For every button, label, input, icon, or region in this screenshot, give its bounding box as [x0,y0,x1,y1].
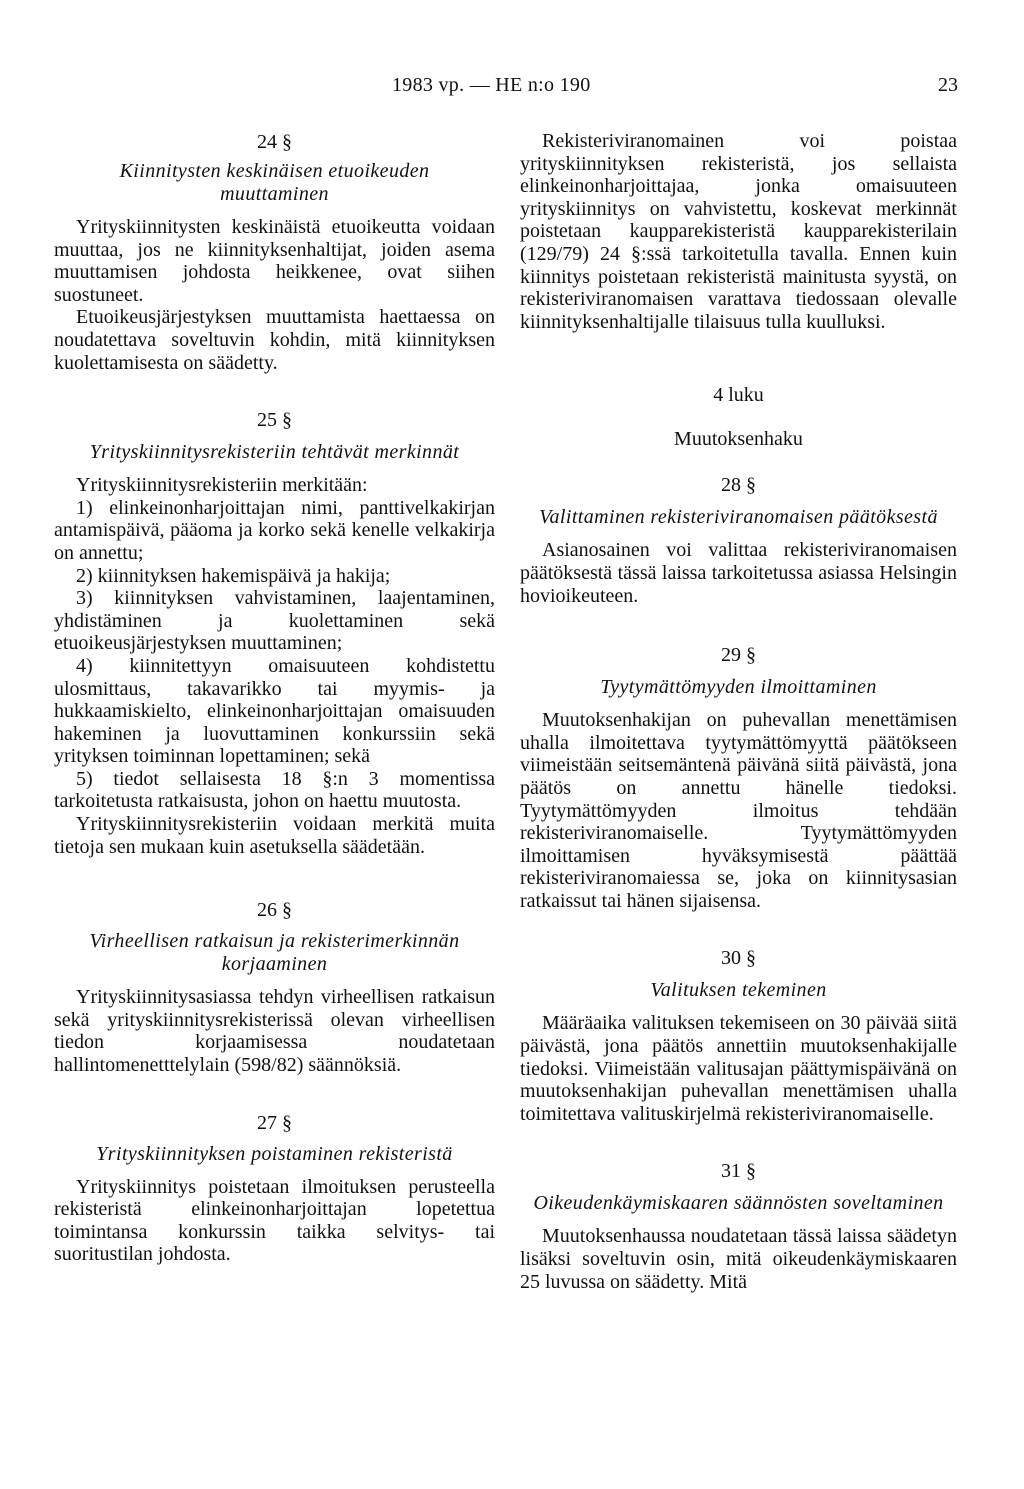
section-title: Virheellisen ratkaisun ja rekisterimerkinnän korjaaminen [89,930,460,976]
section-number: 29 § [721,644,756,667]
section-number: 24 § [257,131,292,153]
chapter-number: 4 luku [713,384,764,407]
section-number: 27 § [257,1111,292,1134]
section-title: Valituksen tekeminen [650,979,827,1002]
paragraph: Määräaika valituksen tekemiseen on 30 päivää siitä päivästä, jona päätös annettiin muutoksenhakijalle tiedoksi. Viimeistään valitusajan päättymispäivänä on muutoksenhakijan puhevallan menettämisen uhalla toimitettava valituskirjelmä rekisteriviranomaiselle. [520,1012,957,1125]
paragraph: Yrityskiinnitys poistetaan ilmoituksen perusteella rekisteristä elinkeinonharjoittajan lopetettua toimintansa konkurssin taikka selvitys- tai suoritustilan johdosta. [54,1175,495,1266]
paragraph: Yrityskiinnitysrekisteriin voidaan merkitä muita tietoja sen mukaan kuin asetuksella säädetään. [54,813,495,858]
list-item: 4) kiinnitettyyn omaisuuteen kohdistettu ulosmittaus, takavarikko tai myymis- ja hukkaamiskielto, elinkeinonharjoittajan omaisuuden hakeminen ja luovuttaminen konkurssiin sekä yrityksen toiminnan lopettaminen; sekä [54,654,495,768]
section-number: 30 § [721,947,756,970]
section-number: 25 § [257,409,292,432]
section-number: 31 § [721,1160,756,1183]
section-number: 28 § [721,474,756,497]
paragraph: Muutoksenhakijan on puhevallan menettämisen uhalla ilmoitettava tyytymättömyyttä päätökseen viimeistään seitsemäntenä päivänä siitä päivästä, jona päätös on annettu hänelle tiedoksi. Tyytymättömyyden ilmoitus tehdään rekisteriviranomaiselle. Tyytymättömyyden ilmoittamisen hyväksymisestä päättää rekisteriviranomaiessa se, joka on kiinnitysasian ratkaissut tai hänen sijaisensa. [520,709,957,912]
section-title: Kiinnitysten keskinäisen etuoikeuden muuttaminen [119,160,430,205]
chapter-title: Muutoksenhaku [674,428,803,451]
paragraph: Etuoikeusjärjestyksen muuttamista haettaessa on noudatettava soveltuvin kohdin, mitä kiinnityksen kuolettamisesta on säädetty. [54,306,495,374]
header-title: 1983 vp. — HE n:o 190 [392,74,591,96]
paragraph: Asianosainen voi valittaa rekisteriviranomaisen päätöksestä tässä laissa tarkoitetussa asiassa Helsingin hovioikeuteen. [520,539,957,607]
section-title: Oikeudenkäymiskaaren säännösten soveltaminen [533,1192,944,1215]
section-title: Yrityskiinnitysrekisteriin tehtävät merkinnät [89,441,460,464]
section-title: Tyytymättömyyden ilmoittaminen [600,676,877,699]
list-item: 1) elinkeinonharjoittajan nimi, panttivelkakirjan antamispäivä, pääoma ja korko sekä kenelle velkakirja on annettu; [54,496,495,564]
paragraph: Yrityskiinnitysasiassa tehdyn virheellisen ratkaisun sekä yrityskiinnitysrekisterissä olevan virheellisen tiedon korjaamisessa noudatetaan hallintomenetttelylain (598/82) säännöksiä. [54,986,495,1077]
page-header [0,74,1024,104]
right-column [520,130,957,1293]
paragraph: Yrityskiinnitysrekisteriin merkitään: [76,474,368,497]
left-column [54,130,495,1266]
paragraph: Muutoksenhaussa noudatetaan tässä laissa säädetyn lisäksi soveltuvin osin, mitä oikeudenkäymiskaaren 25 luvussa on säädetty. Mitä [520,1225,957,1293]
paragraph: Yrityskiinnitysten keskinäistä etuoikeutta voidaan muuttaa, jos ne kiinnityksenhaltijat, joiden asema muuttamisen johdosta heikkenee, ovat siihen suostuneet. [54,216,495,306]
section-number: 26 § [257,899,292,922]
list-item: 3) kiinnityksen vahvistaminen, laajentaminen, yhdistäminen ja kuolettaminen sekä etuoikeusjärjestyksen muuttaminen; [54,587,495,655]
list-item: 5) tiedot sellaisesta 18 §:n 3 momentissa tarkoitetusta ratkaisusta, johon on haettu muutosta. [54,767,495,813]
page-number: 23 [938,74,958,96]
section-title: Yrityskiinnityksen poistaminen rekisteristä [96,1142,453,1165]
list-item: 2) kiinnityksen hakemispäivä ja hakija; [76,564,391,587]
section-title: Valittaminen rekisteriviranomaisen päätöksestä [539,506,938,529]
paragraph: Rekisteriviranomainen voi poistaa yrityskiinnityksen rekisteristä, jos sellaista elinkeinonharjoittajaa, jonka omaisuuteen yrityskiinnitys on vahvistettu, koskevat merkinnät poistetaan kaupparekisteristä kaupparekisterilain (129/79) 24 §:ssä tarkoitetulla tavalla. Ennen kuin kiinnitys poistetaan rekisteristä mainitusta syystä, on rekisteriviranomaisen varattava tiedossaan olevalle kiinnityksenhaltijalle tilaisuus tulla kuulluksi. [520,130,957,333]
